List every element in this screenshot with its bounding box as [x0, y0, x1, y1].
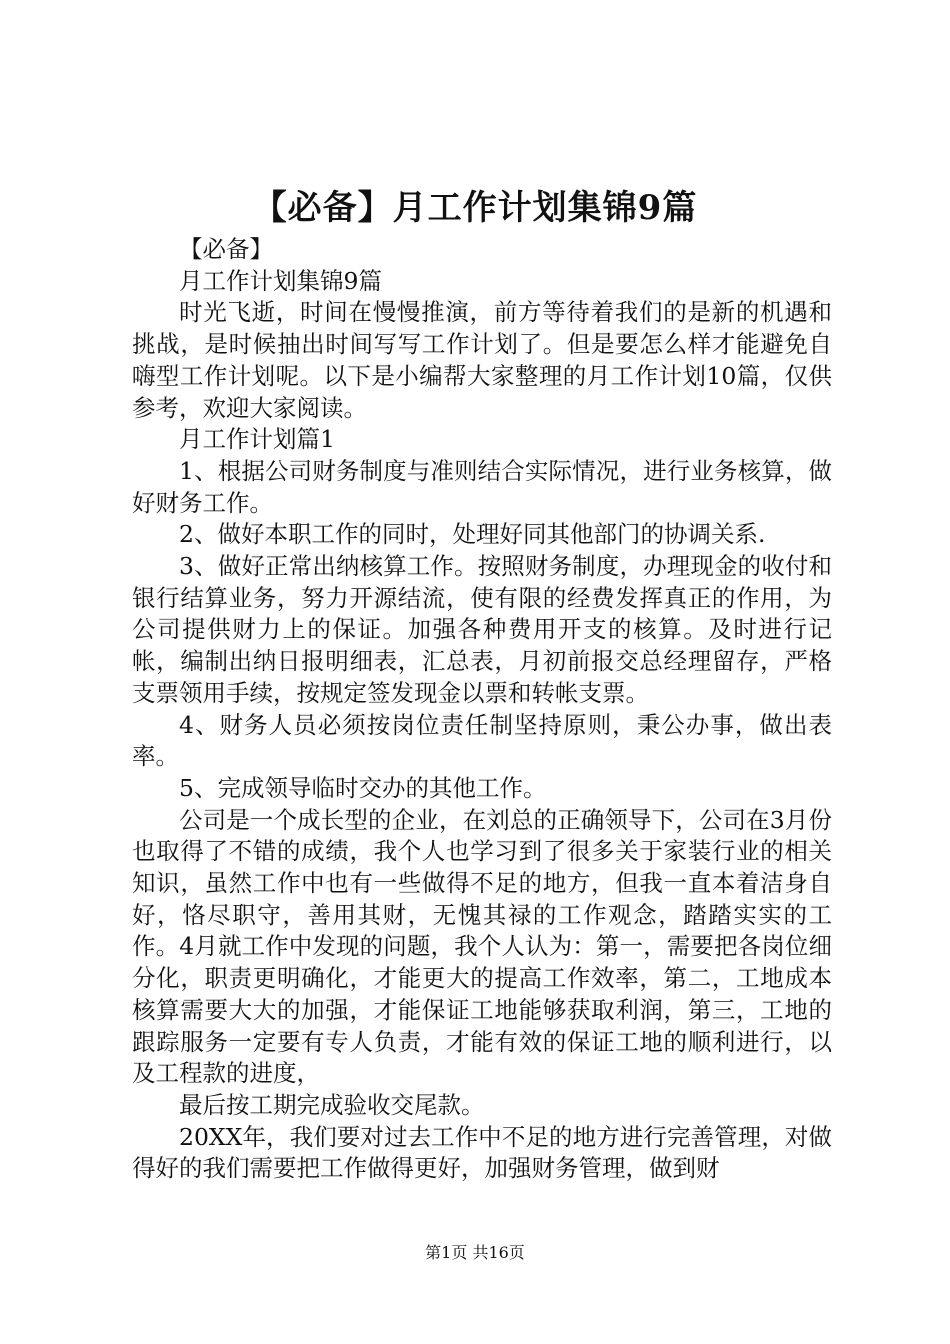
- section-heading: 月工作计划篇1: [179, 425, 335, 454]
- list-item-2: 2、做好本职工作的同时，处理好同其他部门的协调关系.: [179, 520, 766, 549]
- list-item-3: 3、做好正常出纳核算工作。按照财务制度，办理现金的收付和银行结算业务，努力开源结流，使有限的经费发挥真正的作用，为公司提供财力上的保证。加强各种费用开支的核算。及时进行记帐，编制出纳日报明细表，汇总表，月初前报交总经理留存，严格支票领用手续，按规定签发现金以票和转帐支票。: [132, 552, 832, 707]
- list-item-4: 4、财务人员必须按岗位责任制坚持原则，秉公办事，做出表率。: [132, 710, 832, 771]
- paragraph-20xx: 20XX年，我们要对过去工作中不足的地方进行完善管理，对做得好的我们需要把工作做得更好，加强财务管理，做到财: [132, 1122, 832, 1183]
- paragraph-final: 最后按工期完成验收交尾款。: [179, 1090, 485, 1119]
- page-footer: 第1页 共16页: [425, 1243, 525, 1262]
- list-item-5: 5、完成领导临时交办的其他工作。: [179, 773, 547, 802]
- paragraph-tag: 【必备】: [179, 235, 273, 263]
- document-title: 【必备】月工作计划集锦9篇: [252, 188, 698, 228]
- document-body: [132, 234, 832, 1185]
- paragraph-subtitle: 月工作计划集锦9篇: [179, 266, 382, 295]
- paragraph-intro: 时光飞逝，时间在慢慢推演，前方等待着我们的是新的机遇和挑战，是时候抽出时间写写工作计划了。但是要怎么样才能避免自嗨型工作计划呢。以下是小编帮大家整理的月工作计划10篇，仅供参考，欢迎大家阅读。: [132, 298, 832, 422]
- list-item-1: 1、根据公司财务制度与准则结合实际情况，进行业务核算，做好财务工作。: [132, 456, 832, 517]
- paragraph-company: 公司是一个成长型的企业，在刘总的正确领导下，公司在3月份也取得了不错的成绩，我个人也学习到了很多关于家装行业的相关知识，虽然工作中也有一些做得不足的地方，但我一直本着洁身自好，恪尽职守，善用其财，无愧其禄的工作观念，踏踏实实的工作。4月就工作中发现的问题，我个人认为：第一，需要把各岗位细分化，职责更明确化，才能更大的提高工作效率，第二，工地成本核算需要大大的加强，才能保证工地能够获取利润，第三，工地的跟踪服务一定要有专人负责，才能有效的保证工地的顺利进行，以及工程款的进度，: [132, 805, 832, 1088]
